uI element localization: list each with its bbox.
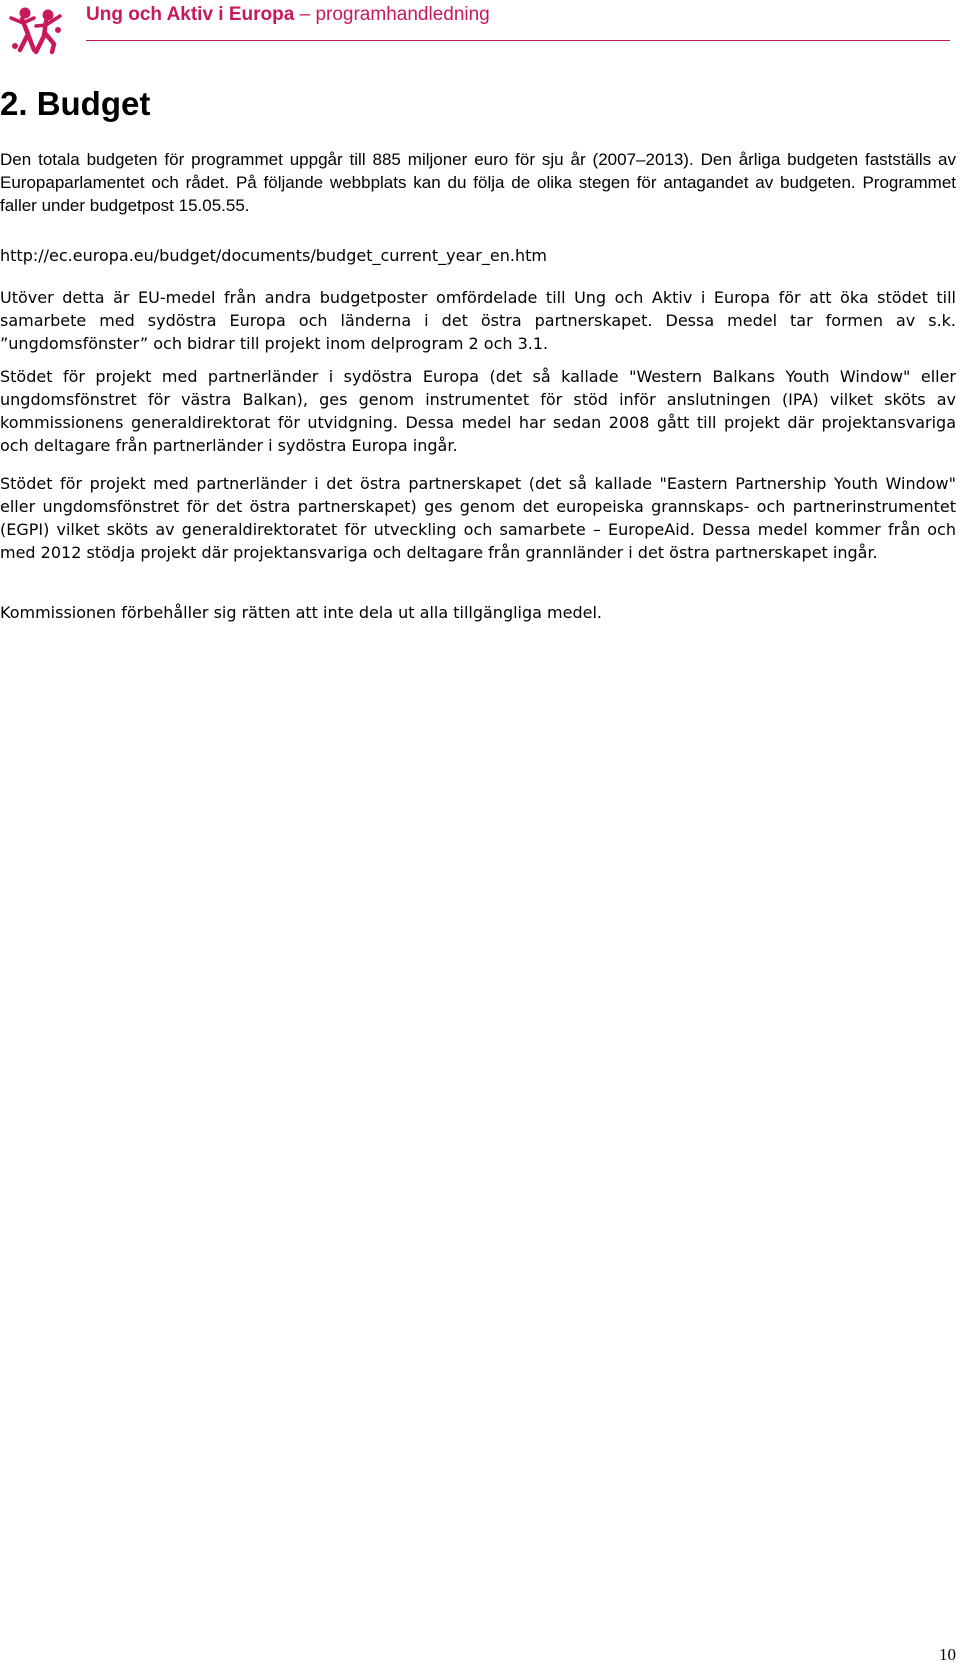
header-title <box>86 4 490 26</box>
paragraph-eastern-partnership: Stödet för projekt med partnerländer i det östra partnerskapet (det så kallade "Eastern Partnership Youth Window" eller ungdomsfönstret för det östra partnerskapet) ges genom det europeiska grannskaps- och partnerinstrumentet (EGPI) vilket sköts av generaldirektoratet för utveckling och samarbete – EuropeAid. Dessa medel kommer från och med 2012 stödja projekt där projektansvariga och deltagare från grannländer i det östra partnerskapet ingår. <box>0 474 956 562</box>
budget-link[interactable]: http://ec.europa.eu/budget/documents/budget_current_year_en.htm <box>0 246 547 265</box>
section-heading: 2. Budget <box>0 85 151 122</box>
paragraph-intro: Den totala budgeten för programmet uppgår till 885 miljoner euro för sju år (2007–2013). Den årliga budgeten fastställs av Europaparlamentet och rådet. På följande webbplats kan du följa de olika stegen för antagandet av budgeten. Programmet faller under budgetpost 15.05.55. <box>0 150 956 215</box>
header-rule <box>86 40 950 41</box>
paragraph-eu-funds: Utöver detta är EU-medel från andra budgetposter omfördelade till Ung och Aktiv i Europa för att öka stödet till samarbete med sydöstra Europa och länderna i det östra partnerskapet. Dessa medel tar formen av s.k. ”ungdomsfönster” och bidrar till projekt inom delprogram 2 och 3.1. <box>0 288 956 353</box>
paragraph-commission-reservation: Kommissionen förbehåller sig rätten att inte dela ut alla tillgängliga medel. <box>0 603 602 622</box>
page-number: 10 <box>939 1645 956 1664</box>
youth-figures-logo-icon <box>8 6 64 56</box>
paragraph-western-balkans: Stödet för projekt med partnerländer i sydöstra Europa (det så kallade "Western Balkans Youth Window" eller ungdomsfönstret för västra Balkan), ges genom instrumentet för stöd inför anslutningen (IPA) vilket sköts av kommissionens generaldirektorat för utvidgning. Dessa medel har sedan 2008 gått till projekt där projektansvariga och deltagare från partnerländer i sydöstra Europa ingår. <box>0 367 956 455</box>
header-title-bold: Ung och Aktiv i Europa <box>86 4 295 25</box>
page-header <box>0 0 960 60</box>
header-title-rest: – programhandledning <box>294 4 490 25</box>
